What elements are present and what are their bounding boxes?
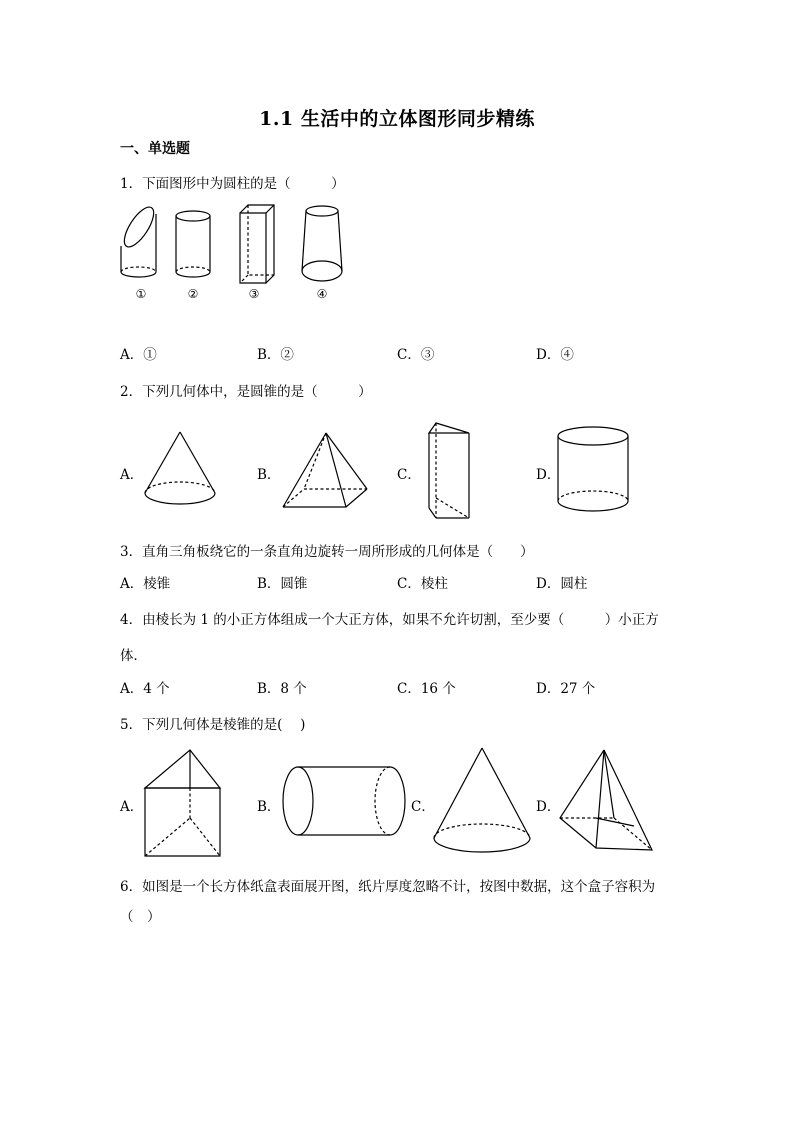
question-1-stem: 1．下面图形中为圆柱的是（ ） — [120, 176, 345, 192]
section-heading: 一、单选题 — [120, 141, 190, 157]
question-4-stem: 4．由棱长为 1 的小正方体组成一个大正方体，如果不允许切割，至少要（ ）小正方 — [120, 612, 659, 628]
q5-option-c-label[interactable]: C． — [411, 799, 435, 815]
q5-figure-d-pyramid — [560, 750, 652, 850]
question-5-stem: 5．下列几何体是棱锥的是( ) — [120, 717, 306, 733]
q3-option-d[interactable]: D．圆柱 — [536, 576, 588, 592]
q4-option-d[interactable]: D．27 个 — [536, 681, 596, 697]
q4-option-c[interactable]: C．16 个 — [397, 681, 456, 697]
q2-option-b-label[interactable]: B． — [257, 467, 281, 483]
q2-option-d-label[interactable]: D． — [536, 467, 561, 483]
question-2-stem: 2．下列几何体中，是圆锥的是（ ） — [120, 384, 372, 400]
q1-figure-label-4: ④ — [316, 287, 328, 301]
q5-option-d-label[interactable]: D． — [536, 799, 561, 815]
q4-option-b[interactable]: B．8 个 — [257, 681, 307, 697]
q5-option-b-label[interactable]: B． — [257, 799, 281, 815]
q2-option-a-label[interactable]: A． — [120, 467, 144, 483]
question-6-stem-continued: （ ） — [120, 909, 161, 925]
q1-figure-label-1: ① — [135, 287, 147, 301]
q4-option-a[interactable]: A．4 个 — [120, 681, 170, 697]
q1-figure-label-2: ② — [187, 287, 199, 301]
q3-option-c[interactable]: C．棱柱 — [397, 576, 448, 592]
question-6-stem: 6．如图是一个长方体纸盒表面展开图，纸片厚度忽略不计，按图中数据，这个盒子容积为 — [120, 879, 656, 895]
q2-option-c-label[interactable]: C． — [397, 467, 421, 483]
q5-figure-c-cone — [434, 748, 530, 852]
q3-option-a[interactable]: A．棱锥 — [120, 576, 171, 592]
q5-option-a-label[interactable]: A． — [120, 799, 144, 815]
q1-option-d[interactable]: D．④ — [536, 347, 574, 363]
q5-figure-b-horizontal-cylinder — [283, 767, 405, 835]
question-3-stem: 3．直角三角板绕它的一条直角边旋转一周所形成的几何体是（ ） — [120, 544, 534, 560]
q1-option-b[interactable]: B．② — [257, 347, 294, 363]
question-4-stem-continued: 体． — [120, 648, 147, 664]
q5-figure-a-triangular-prism — [145, 750, 220, 856]
q1-option-a[interactable]: A．① — [120, 347, 157, 363]
q3-option-b[interactable]: B．圆锥 — [257, 576, 308, 592]
q1-figure-label-3: ③ — [248, 287, 260, 301]
page-title: 1.1 生活中的立体图形同步精练 — [259, 108, 535, 130]
q1-option-c[interactable]: C．③ — [397, 347, 435, 363]
